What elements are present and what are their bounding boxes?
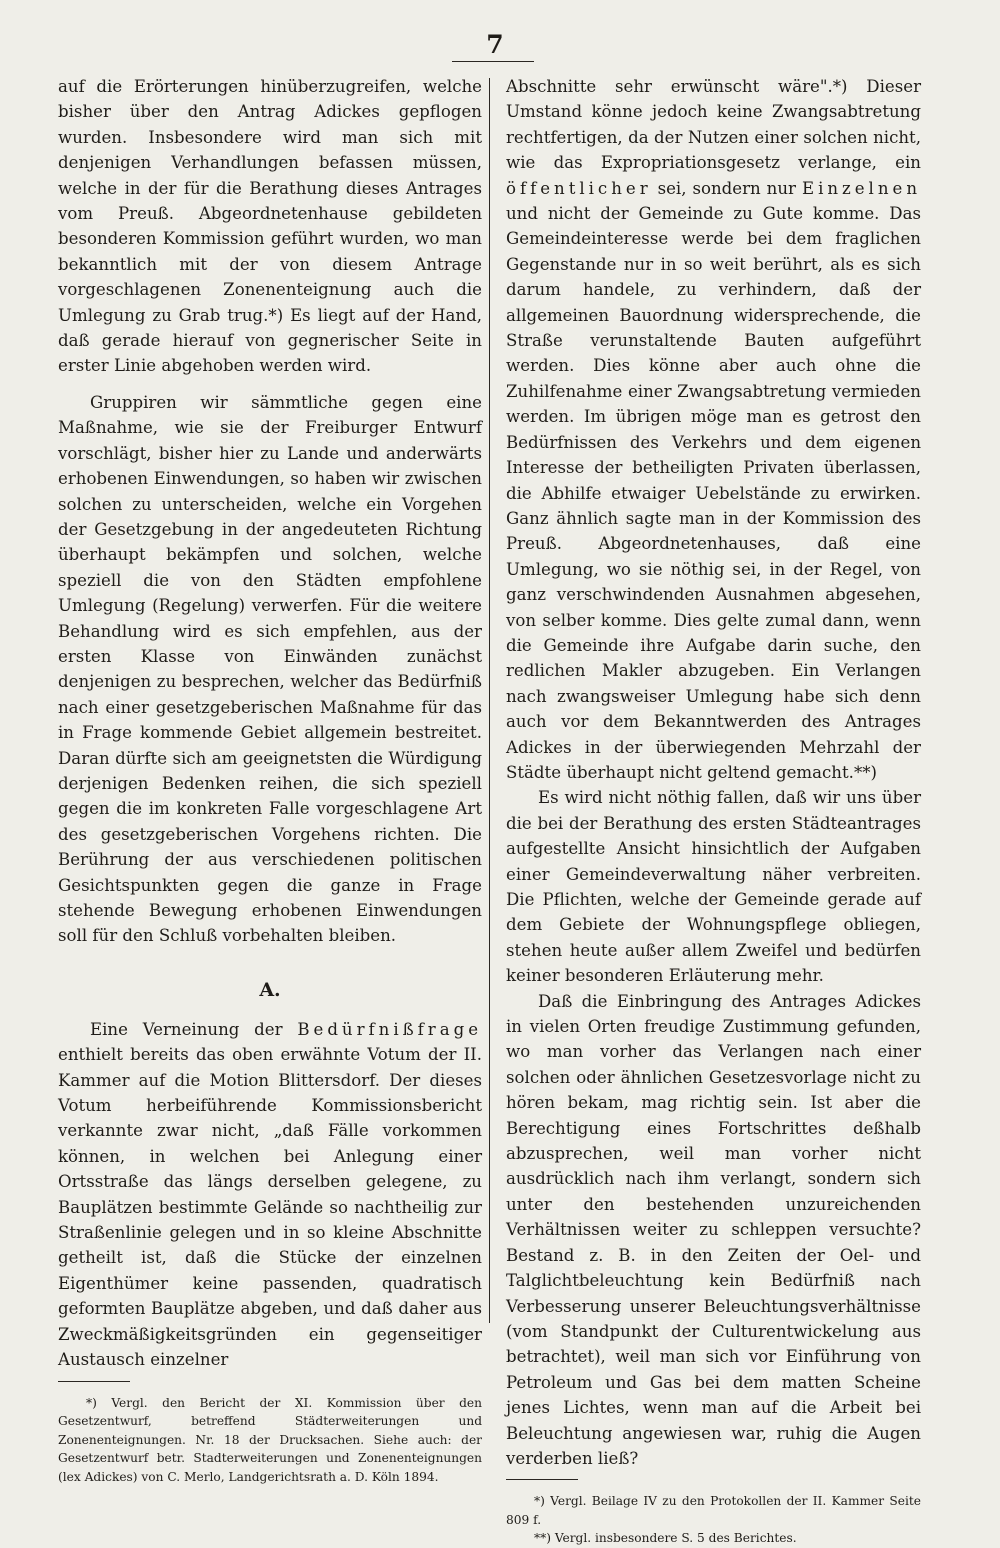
emphasized-term: Einzelnen bbox=[801, 178, 921, 198]
emphasized-term: öffentlicher bbox=[506, 178, 652, 198]
body-paragraph: Es wird nicht nöthig fallen, daß wir uns über die bei der Berathung des ersten Städteantrages aufgestellte Ansicht hinsichtlich der Aufgaben einer Gemeindeverwaltung näher verbreiten. Die Pflichten, welche der Gemeinde gerade auf dem Gebiete der Wohnungspflege obliegen, stehen heute außer allem Zweifel und bedürfen keiner besonderen Erläuterung mehr. bbox=[506, 788, 921, 986]
emphasized-term: Bedürfnißfrage bbox=[297, 1019, 483, 1039]
body-paragraph: Daß die Einbringung des Antrages Adickes in vielen Orten freudige Zustimmung gefunden, wo man vorher das Verlangen nach einer solchen oder ähnlichen Gesetzesvorlage nicht zu hören bekam, mag richtig sein. Ist aber die Berechtigung eines Fortschrittes deßhalb abzusprechen, weil man vorher nicht ausdrücklich nach ihm verlangt, sondern sich unter den bestehenden unzureichenden Verhältnissen weiter zu schleppen versuchte? Bestand z. B. in den Zeiten der Oel- und Talglichtbeleuchtung kein Bedürfniß nach Verbesserung unserer Beleuchtungsverhältnisse (vom Standpunkt der Culturentwickelung aus betrachtet), weil man sich vor Einführung von Petroleum und Gas bei dem matten Scheine jenes Lichtes, wenn man auf die Arbeit bei Beleuchtung angewiesen war, ruhig die Augen verderben ließ? bbox=[506, 991, 921, 1468]
body-paragraph: Gruppiren wir sämmtliche gegen eine Maßnahme, wie sie der Freiburger Entwurf vorschlägt, bisher hier zu Lande und anderwärts erhobenen Einwendungen, so haben wir zwischen solchen zu unterscheiden, welche ein Vorgehen der Gesetzgebung in der angedeuteten Richtung überhaupt bekämpfen und solchen, welche speziell die von den Städten empfohlene Umlegung (Regelung) verwerfen. Für die weitere Behandlung wird es sich empfehlen, aus der ersten Klasse von Einwänden zunächst denjenigen zu besprechen, welcher das Bedürfniß nach einer gesetzgeberischen Maßnahme für das in Frage kommende Gebiet allgemein bestreitet. Daran dürfte sich am geeignetsten die Würdigung derjenigen Bedenken reihen, die sich speziell gegen die im konkreten Falle vorgeschlagene Art des gesetzgeberischen Vorgehens richten. Die Berührung der aus verschiedenen politischen Gesichtspunkten gegen die ganze in Frage stehende Bewegung erhobenen Einwendungen soll für den Schluß vorbehalten bleiben. bbox=[58, 392, 482, 946]
right-column bbox=[506, 74, 921, 1548]
footnote-rule bbox=[58, 1381, 130, 1382]
paragraph-text: und nicht der Gemeinde zu Gute komme. Das Gemeindeinteresse werde bei dem fraglichen Gegenstande nur in so weit berührt, als es sich darum handele, zu verhindern, daß der allgemeinen Bauordnung widersprechende, die Straße verunstaltende Bauten aufgeführt werden. Dies könne aber auch ohne die Zuhilfenahme einer Zwangsabtretung vermieden werden. Im übrigen möge man es getrost den Bedürfnissen des Verkehrs und dem eigenen Interesse der betheiligten Privaten überlassen, die Abhilfe etwaiger Uebelstände zu erwirken. Ganz ähnlich sagte man in der Kommission des Preuß. Abgeordnetenhauses, daß eine Umlegung, wo sie nöthig sei, in der Regel, von ganz verschwindenden Ausnahmen abgesehen, von selber komme. Dies gelte zumal dann, wenn die Gemeinde ihre Aufgabe darin suche, den redlichen Makler abzugeben. Ein Verlangen nach zwangsweiser Umlegung habe sich denn auch vor dem Bekanntwerden des Antrages Adickes in der überwiegenden Mehrzahl der Städte überhaupt nicht geltend gemacht.**) bbox=[506, 204, 921, 782]
body-paragraph: auf die Erörterungen hinüberzugreifen, welche bisher über den Antrag Adickes gepflogen wurden. Insbesondere wird man sich mit denjenigen Verhandlungen befassen müssen, welche in der für die Berathung dieses Antrages vom Preuß. Abgeordnetenhause gebildeten besonderen Kommission geführt wurden, wo man bekanntlich mit der von diesem Antrage vorgeschlagenen Zonenenteignung auch die Umlegung zu Grab trug.*) Es liegt auf der Hand, daß gerade hierauf von gegnerischer Seite in erster Linie abgehoben werden wird. bbox=[58, 77, 482, 376]
body-paragraph bbox=[506, 74, 921, 785]
column-divider bbox=[489, 78, 490, 1323]
left-column bbox=[58, 74, 482, 1486]
body-paragraph bbox=[58, 1017, 482, 1373]
footnote: **) Vergl. insbesondere S. 5 des Berichtes. bbox=[534, 1531, 797, 1546]
footnote: *) Vergl. den Bericht der XI. Kommission über den Gesetzentwurf, betreffend Städterweiterungen und Zonenenteignungen. Nr. 18 der Drucksachen. Siehe auch: der Gesetzentwurf betr. Stadterweiterungen und Zonenenteignungen (lex Adickes) von C. Merlo, Landgerichtsrath a. D. Köln 1894. bbox=[58, 1395, 482, 1484]
footnote-rule bbox=[506, 1479, 578, 1480]
paragraph-text: Eine Verneinung der bbox=[90, 1019, 283, 1039]
section-heading: A. bbox=[259, 978, 281, 1001]
paragraph-text: sei, sondern nur bbox=[657, 178, 796, 198]
footnote: *) Vergl. Beilage IV zu den Protokollen der II. Kammer Seite 809 f. bbox=[506, 1494, 921, 1527]
paragraph-text: enthielt bereits das oben erwähnte Votum der II. Kammer auf die Motion Blittersdorf. Der dieses Votum herbeiführende Kommissionsbericht verkannte zwar nicht, „daß Fälle vorkommen können, in welchen bei Anlegung einer Ortsstraße das längs derselben gelegene, zu Bauplätzen bestimmte Gelände so nachtheilig zur Straßenlinie gelegen und in so kleine Abschnitte getheilt ist, daß die Stücke der einzelnen Eigenthümer keine passenden, quadratisch geformten Bauplätze abgeben, und daß daher aus Zweckmäßigkeitsgründen ein gegenseitiger Austausch einzelner bbox=[58, 1045, 482, 1370]
page-number-rule bbox=[452, 61, 534, 62]
paragraph-text: Abschnitte sehr erwünscht wäre".*) Dieser Umstand könne jedoch keine Zwangsabtretung rechtfertigen, da der Nutzen einer solchen nicht, wie das Expropriationsgesetz verlange, ein bbox=[506, 77, 921, 173]
page-number: 7 bbox=[486, 30, 504, 59]
